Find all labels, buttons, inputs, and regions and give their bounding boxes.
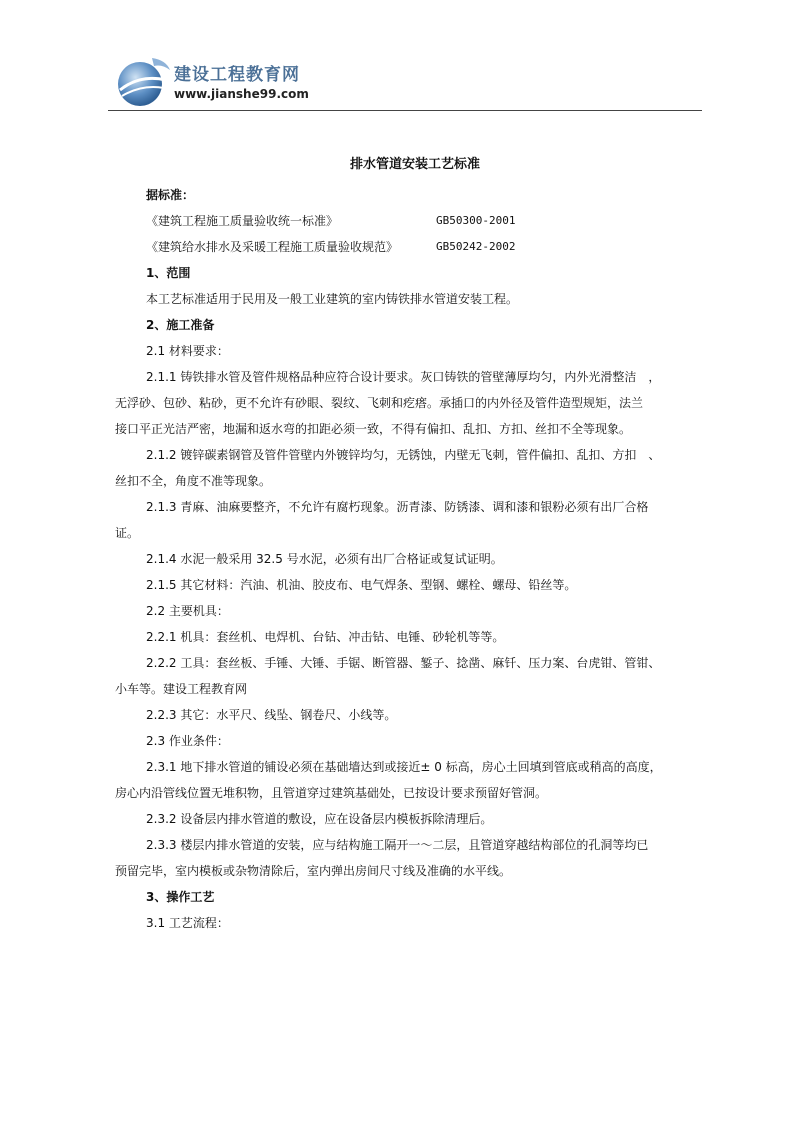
paragraph-line: 小车等。建设工程教育网 (115, 682, 248, 696)
site-name: 建设工程教育网 (174, 65, 300, 85)
paragraph-line: 2.3.2 设备层内排水管道的敷设，应在设备层内模板拆除清理后。 (146, 812, 493, 826)
paragraph-line: 2.3.1 地下排水管道的铺设必须在基础墙达到或接近± 0 标高，房心土回填到管底或稍高的高度， (146, 760, 662, 774)
subsection-heading: 2.3 作业条件： (146, 734, 229, 748)
standard-row (115, 208, 705, 234)
paragraph: 本工艺标准适用于民用及一般工业建筑的室内铸铁排水管道安装工程。 (146, 292, 519, 306)
header-divider (108, 110, 702, 111)
standard-code: GB50300-2001 (436, 214, 516, 227)
paragraph-line: 接口平正光洁严密，地漏和返水弯的扣距必须一致，不得有偏扣、乱扣、方扣、丝扣不全等现象。 (115, 422, 632, 436)
subsection-heading: 2.2 主要机具： (146, 604, 229, 618)
site-header (108, 52, 702, 112)
document-title: 排水管道安装工艺标准 (349, 157, 480, 172)
paragraph-line: 2.2.3 其它：水平尺、线坠、钢卷尺、小线等。 (146, 708, 397, 722)
paragraph-line: 2.2.2 工具：套丝板、手锤、大锤、手锯、断管器、錾子、捻凿、麻钎、压力案、台虎钳、管钳、 (146, 656, 661, 670)
paragraph-line: 无浮砂、包砂、粘砂，更不允许有砂眼、裂纹、飞刺和疙瘩。承插口的内外径及管件造型规矩，法兰 (115, 396, 644, 410)
standard-row (115, 234, 705, 260)
section-heading: 1、范围 (146, 266, 191, 280)
globe-logo-icon (112, 54, 172, 110)
paragraph-line: 丝扣不全，角度不准等现象。 (115, 474, 272, 488)
standard-name: 《建筑工程施工质量验收统一标准》 (146, 214, 339, 228)
paragraph-line: 2.3.3 楼层内排水管道的安装，应与结构施工隔开一～二层，且管道穿越结构部位的孔洞等均已 (146, 838, 649, 852)
paragraph-line: 2.1.3 青麻、油麻要整齐，不允许有腐朽现象。沥青漆、防锈漆、调和漆和银粉必须有出厂合格 (146, 500, 649, 514)
paragraph-line: 2.1.2 镀锌碳素钢管及管件管壁内外镀锌均匀，无锈蚀，内壁无飞刺，管件偏扣、乱扣、方扣 、 (146, 448, 661, 462)
paragraph-line: 房心内沿管线位置无堆积物，且管道穿过建筑基础处，已按设计要求预留好管洞。 (115, 786, 548, 800)
standard-name: 《建筑给水排水及采暖工程施工质量验收规范》 (146, 240, 399, 254)
section-heading: 2、施工准备 (146, 318, 215, 332)
section-heading: 3、操作工艺 (146, 890, 215, 904)
document-body (115, 152, 705, 936)
paragraph-line: 2.2.1 机具：套丝机、电焊机、台钻、冲击钻、电锤、砂轮机等等。 (146, 630, 505, 644)
subsection-heading: 2.1 材料要求： (146, 344, 229, 358)
site-url[interactable]: www.jianshe99.com (174, 87, 309, 101)
paragraph-line: 2.1.1 铸铁排水管及管件规格品种应符合设计要求。灰口铸铁的管壁薄厚均匀，内外光滑整洁 ， (146, 370, 661, 384)
paragraph-line: 2.1.5 其它材料：汽油、机油、胶皮布、电气焊条、型钢、螺栓、螺母、铅丝等。 (146, 578, 577, 592)
basis-heading: 据标准： (146, 188, 195, 202)
paragraph-line: 2.1.4 水泥一般采用 32.5 号水泥，必须有出厂合格证或复试证明。 (146, 552, 503, 566)
subsection-heading: 3.1 工艺流程： (146, 916, 229, 930)
paragraph-line: 证。 (115, 526, 140, 540)
paragraph-line: 预留完毕，室内模板或杂物清除后，室内弹出房间尺寸线及准确的水平线。 (115, 864, 512, 878)
standard-code: GB50242-2002 (436, 240, 516, 253)
